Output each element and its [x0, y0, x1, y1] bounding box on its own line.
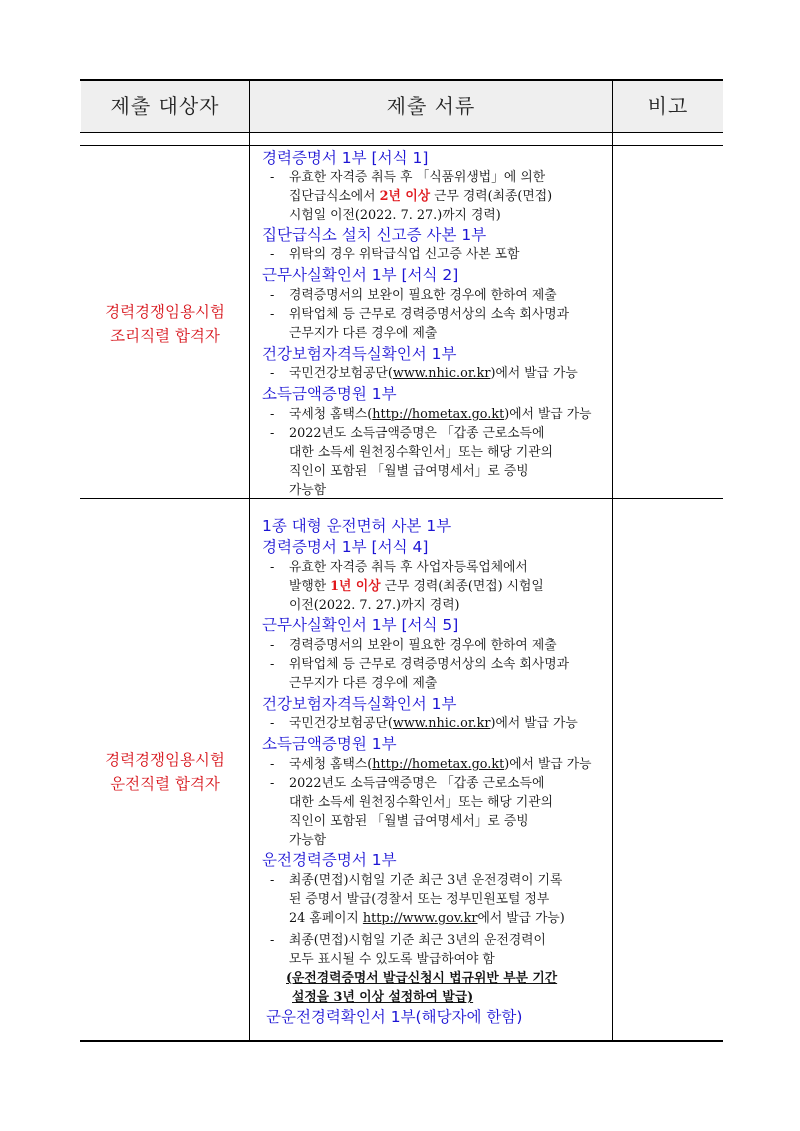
hometax-link-2[interactable]: http://hometax.go.kt [372, 757, 505, 772]
row2-insurance-item: - 국민건강보험공단(www.nhic.or.kr)에서 발급 가능 [270, 716, 578, 731]
row1-income-items: - 국세청 홈택스(http://hometax.go.kt)에서 발급 가능 - 2022년도 소득금액증명은 「갑종 근로소득에 대한 소득세 원천징수확인서」또는 해당 기관의 직인이 포함된 「월별 급여명세서」로 증빙 가능함 [270, 407, 592, 498]
column-divider-1 [249, 80, 250, 1041]
row2-doc-title-income: 소득금액증명원 1부 [262, 735, 397, 753]
row1-doc-title-income: 소득금액증명원 1부 [262, 385, 397, 403]
row1-doc-title-employment: 근무사실확인서 1부 [서식 2] [262, 266, 459, 284]
row2-driving-note-line2: 설정을 3년 이상 설정하여 발급) [292, 990, 474, 1005]
row2-income-items: - 국세청 홈택스(http://hometax.go.kt)에서 발급 가능 - 2022년도 소득금액증명은 「갑종 근로소득에 대한 소득세 원천징수확인서」또는 해당 기관의 직인이 포함된 「월별 급여명세서」로 증빙 가능함 [270, 757, 592, 848]
row1-target-line1: 경력경쟁임용시험 [105, 303, 225, 321]
row1-doc-title-career: 경력증명서 1부 [서식 1] [262, 149, 429, 167]
row2-career-item: - 유효한 자격증 취득 후 사업자등록업체에서 발행한 1년 이상 근무 경력(최종(면접) 시험일 이전(2022. 7. 27.)까지 경력) [270, 560, 544, 613]
row2-driving-note-line1: (운전경력증명서 발급신청시 법규위반 부분 기간 [286, 971, 558, 986]
row2-target-line2: 운전직렬 합격자 [110, 775, 220, 793]
gov-link[interactable]: http://www.gov.kr [362, 911, 478, 926]
row1-insurance-item: - 국민건강보험공단(www.nhic.or.kr)에서 발급 가능 [270, 366, 578, 381]
row2-doc-title-insurance: 건강보험자격득실확인서 1부 [262, 695, 457, 713]
column-divider-2 [612, 80, 613, 1041]
header-target: 제출 대상자 [110, 94, 220, 118]
row1-doc-title-cafeteria: 집단급식소 설치 신고증 사본 1부 [262, 226, 487, 244]
row1-employment-items: - 경력증명서의 보완이 필요한 경우에 한하여 제출 - 위탁업체 등 근무로 경력증명서상의 소속 회사명과 근무지가 다른 경우에 제출 [270, 288, 569, 341]
highlight-2years: 2년 이상 [379, 189, 431, 204]
header-bottom-rule [80, 145, 723, 146]
row1-cafeteria-item: - 위탁의 경우 위탁급식업 신고증 사본 포함 [270, 247, 520, 262]
header-note: 비고 [647, 94, 689, 118]
highlight-1year: 1년 이상 [330, 579, 381, 594]
row2-driving-items: - 최종(면접)시험일 기준 최근 3년 운전경력이 기록 된 증명서 발급(경찰서 또는 정부민원포털 정부 24 홈페이지 http://www.gov.kr에서 발급 가능) - 최종(면접)시험일 기준 최근 3년의 운전경력이 모두 표시될 수 있도록 발급하여야 함 [270, 873, 565, 967]
row2-doc-title-license: 1종 대형 운전면허 사본 1부 [262, 517, 452, 535]
row1-target-line2: 조리직렬 합격자 [110, 327, 220, 345]
nhic-link-2[interactable]: www.nhic.or.kr [392, 716, 491, 731]
hometax-link[interactable]: http://hometax.go.kt [372, 407, 505, 422]
row1-career-item: - 유효한 자격증 취득 후 「식품위생법」에 의한 집단급식소에서 2년 이상 근무 경력(최종(면접) 시험일 이전(2022. 7. 27.)까지 경력) [270, 170, 553, 223]
header-rule [80, 132, 723, 133]
row2-doc-title-career: 경력증명서 1부 [서식 4] [262, 538, 429, 556]
table-bottom-rule [80, 1040, 723, 1042]
row1-target [81, 300, 249, 348]
row1-doc-title-insurance: 건강보험자격득실확인서 1부 [262, 345, 457, 363]
row2-target-line1: 경력경쟁임용시험 [105, 751, 225, 769]
row2-doc-title-employment: 근무사실확인서 1부 [서식 5] [262, 616, 459, 634]
header-documents: 제출 서류 [386, 94, 476, 118]
row2-employment-items: - 경력증명서의 보완이 필요한 경우에 한하여 제출 - 위탁업체 등 근무로 경력증명서상의 소속 회사명과 근무지가 다른 경우에 제출 [270, 638, 569, 691]
row2-doc-title-driving: 운전경력증명서 1부 [262, 851, 397, 869]
row2-target [81, 748, 249, 796]
row2-doc-title-military: 군운전경력확인서 1부(해당자에 한함) [266, 1008, 523, 1026]
nhic-link[interactable]: www.nhic.or.kr [392, 366, 491, 381]
